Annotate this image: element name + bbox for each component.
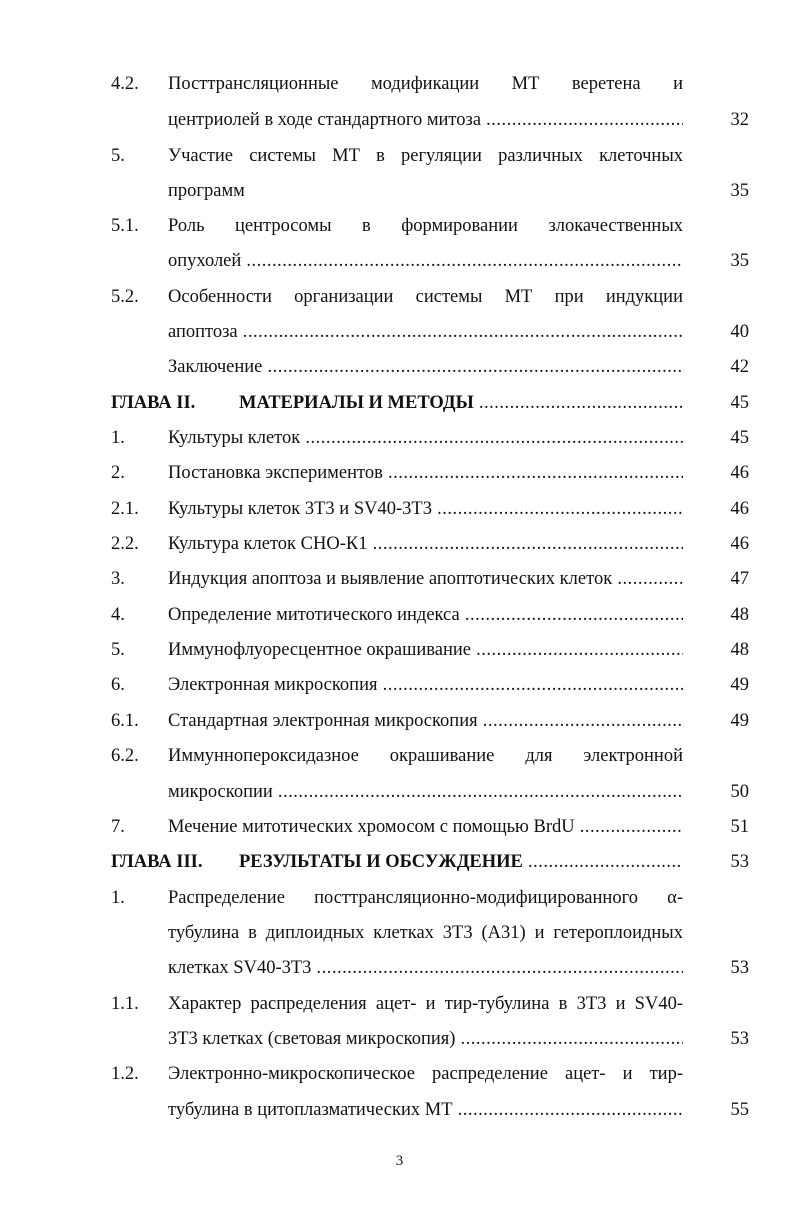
- entry-page: 46: [730, 499, 749, 519]
- entry-number: 5.: [111, 146, 125, 166]
- entry-title-continued: клетках SV40-3Т3 .....: [168, 958, 683, 979]
- entry-number: 6.1.: [111, 711, 139, 731]
- entry-title-continued: тубулина в диплоидных клетках 3Т3 (А31) и гетероплоидных: [168, 923, 683, 943]
- entry-page: 53: [730, 958, 749, 978]
- entry-title-continued: программ: [168, 181, 245, 201]
- entry-title: Культуры клеток .....: [168, 428, 683, 449]
- entry-number: 4.: [111, 605, 125, 625]
- chapter-heading: [111, 393, 683, 414]
- entry-title: Роль центросомы в формировании злокачественных: [168, 216, 683, 236]
- entry-page: 51: [730, 817, 749, 837]
- entry-title: Участие системы МТ в регуляции различных клеточных: [168, 146, 683, 166]
- entry-title-continued: опухолей .....: [168, 251, 683, 272]
- chapter-title: РЕЗУЛЬТАТЫ И ОБСУЖДЕНИЕ: [239, 852, 523, 872]
- entry-page: 40: [730, 322, 749, 342]
- entry-title-continued: тубулина в цитоплазматических МТ .....: [168, 1100, 683, 1121]
- entry-page: 32: [730, 110, 749, 130]
- entry-number: 1.: [111, 888, 125, 908]
- entry-title-continued: 3Т3 клетках (световая микроскопия) .....: [168, 1029, 683, 1050]
- entry-page: 49: [730, 711, 749, 731]
- entry-number: 5.: [111, 640, 125, 660]
- entry-title: Особенности организации системы МТ при индукции: [168, 287, 683, 307]
- entry-title: Культуры клеток 3Т3 и SV40-3Т3 .....: [168, 499, 683, 520]
- entry-page: 45: [730, 428, 749, 448]
- entry-page: 48: [730, 640, 749, 660]
- entry-number: 6.2.: [111, 746, 139, 766]
- entry-page: 46: [730, 534, 749, 554]
- entry-page: 53: [730, 852, 749, 872]
- entry-title: Электронно-микроскопическое распределение ацет- и тир-: [168, 1064, 683, 1084]
- entry-title: Характер распределения ацет- и тир-тубулина в 3Т3 и SV40-: [168, 994, 683, 1014]
- entry-title-continued: центриолей в ходе стандартного митоза .....: [168, 110, 683, 131]
- entry-title: Распределение посттрансляционно-модифицированного α-: [168, 888, 683, 908]
- entry-number: 6.: [111, 675, 125, 695]
- entry-number: 2.1.: [111, 499, 139, 519]
- entry-page: 53: [730, 1029, 749, 1049]
- entry-page: 46: [730, 463, 749, 483]
- entry-page: 42: [730, 357, 749, 377]
- entry-title: Индукция апоптоза и выявление апоптотических клеток .....: [168, 569, 683, 590]
- entry-title: Заключение .....: [168, 357, 683, 378]
- entry-page: 35: [730, 181, 749, 201]
- chapter-title: МАТЕРИАЛЫ И МЕТОДЫ: [239, 393, 474, 413]
- entry-title: Определение митотического индекса .....: [168, 605, 683, 626]
- entry-title: Иммуннопероксидазное окрашивание для электронной: [168, 746, 683, 766]
- chapter-number: ГЛАВА III.: [111, 852, 203, 872]
- entry-number: 1.1.: [111, 994, 139, 1014]
- entry-number: 7.: [111, 817, 125, 837]
- entry-title: Стандартная электронная микроскопия .....: [168, 711, 683, 732]
- entry-title: Иммунофлуоресцентное окрашивание .....: [168, 640, 683, 661]
- entry-page: 45: [730, 393, 749, 413]
- entry-page: 47: [730, 569, 749, 589]
- entry-title-continued: апоптоза .....: [168, 322, 683, 343]
- entry-title: Посттрансляционные модификации МТ веретена и: [168, 74, 683, 94]
- entry-number: 1.2.: [111, 1064, 139, 1084]
- entry-number: 5.1.: [111, 216, 139, 236]
- entry-page: 49: [730, 675, 749, 695]
- entry-title: Постановка экспериментов .....: [168, 463, 683, 484]
- page-number: 3: [395, 1153, 404, 1169]
- entry-number: 2.: [111, 463, 125, 483]
- entry-number: 5.2.: [111, 287, 139, 307]
- entry-title: Культура клеток СНО-К1 .....: [168, 534, 683, 555]
- entry-number: 4.2.: [111, 74, 139, 94]
- chapter-number: ГЛАВА II.: [111, 393, 196, 413]
- entry-title: Мечение митотических хромосом с помощью BrdU .....: [168, 817, 683, 838]
- entry-page: 50: [730, 782, 749, 802]
- entry-page: 55: [730, 1100, 749, 1120]
- entry-page: 35: [730, 251, 749, 271]
- chapter-heading: [111, 852, 683, 873]
- entry-number: 3.: [111, 569, 125, 589]
- entry-number: 2.2.: [111, 534, 139, 554]
- entry-title: Электронная микроскопия .....: [168, 675, 683, 696]
- entry-page: 48: [730, 605, 749, 625]
- entry-title-continued: микроскопии .....: [168, 782, 683, 803]
- entry-number: 1.: [111, 428, 125, 448]
